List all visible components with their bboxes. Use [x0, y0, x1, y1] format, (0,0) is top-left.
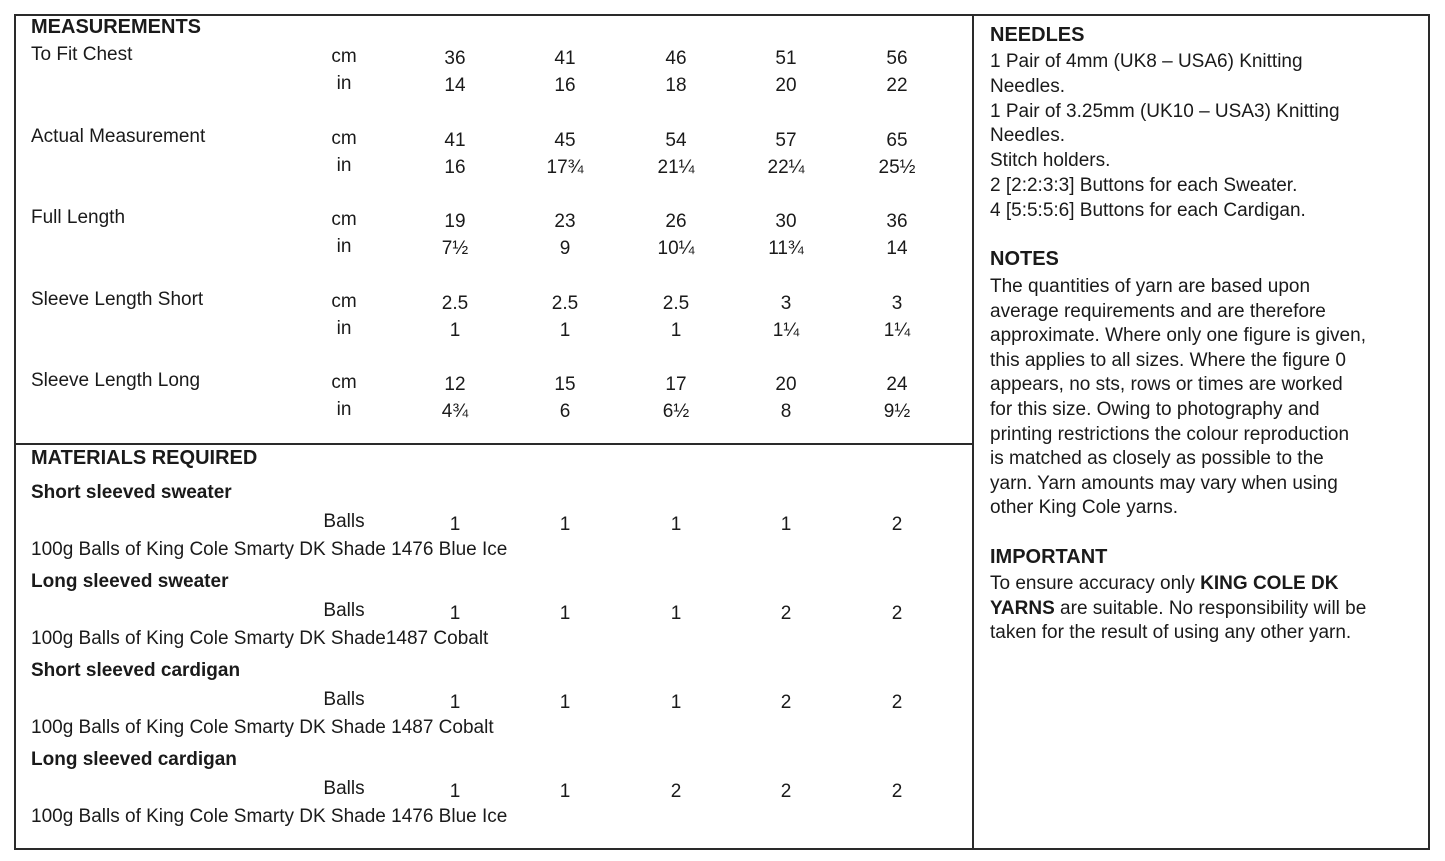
measurement-cm-value: 20 — [775, 374, 797, 395]
measurement-in-value: 9 — [559, 238, 571, 259]
material-item-title: Long sleeved cardigan — [31, 749, 237, 770]
needles-line: 1 Pair of 4mm (UK8 – USA6) Knitting — [990, 51, 1303, 72]
balls-value: 2 — [891, 781, 903, 802]
measurement-cm-value: 51 — [775, 48, 797, 69]
measurement-cm-value: 36 — [886, 211, 908, 232]
important-heading: IMPORTANT — [990, 546, 1108, 568]
balls-value: 1 — [449, 603, 461, 624]
unit-in: in — [336, 155, 352, 176]
needles-line: Needles. — [990, 125, 1065, 147]
important-emphasis: KING COLE DK — [1200, 573, 1339, 594]
measurement-in-value: 25½ — [878, 157, 916, 178]
material-item-description: 100g Balls of King Cole Smarty DK Shade 1487 Cobalt — [31, 717, 494, 738]
measurement-in-value: 16 — [554, 75, 576, 96]
unit-in: in — [336, 236, 352, 257]
measurement-in-value: 9½ — [883, 401, 911, 422]
balls-value: 2 — [891, 514, 903, 535]
important-text: To ensure accuracy only — [990, 573, 1201, 594]
measurement-in-value: 4¾ — [441, 401, 469, 422]
measurement-in-value: 1 — [670, 320, 682, 341]
measurement-cm-value: 45 — [554, 130, 576, 151]
material-item-title: Short sleeved sweater — [31, 482, 232, 503]
measurement-cm-value: 2.5 — [662, 293, 690, 314]
balls-value: 2 — [891, 692, 903, 713]
measurement-in-value: 22 — [886, 75, 908, 96]
balls-value: 1 — [670, 603, 682, 624]
notes-heading: NOTES — [990, 248, 1059, 270]
measurement-in-value: 8 — [780, 401, 792, 422]
measurement-in-value: 14 — [444, 75, 466, 96]
notes-line: yarn. Yarn amounts may vary when using — [990, 472, 1338, 494]
measurement-cm-value: 65 — [886, 130, 908, 151]
measurement-in-value: 20 — [775, 75, 797, 96]
balls-value: 1 — [670, 692, 682, 713]
measurement-cm-value: 30 — [775, 211, 797, 232]
measurement-cm-value: 54 — [665, 130, 687, 151]
needles-line: 1 Pair of 3.25mm (UK10 – USA3) Knitting — [990, 100, 1340, 122]
notes-line: this applies to all sizes. Where the figure 0 — [990, 349, 1346, 371]
unit-cm: cm — [331, 372, 357, 393]
balls-value: 1 — [559, 603, 571, 624]
unit-in: in — [336, 399, 352, 420]
balls-label: Balls — [323, 511, 365, 532]
notes-line: for this size. Owing to photography and — [990, 399, 1320, 420]
measurement-label: Sleeve Length Long — [31, 370, 201, 391]
unit-cm: cm — [331, 291, 357, 312]
important-emphasis: YARNS — [990, 598, 1055, 619]
balls-value: 1 — [780, 514, 792, 535]
measurement-cm-value: 41 — [444, 130, 466, 151]
notes-line: other King Cole yarns. — [990, 497, 1178, 519]
unit-cm: cm — [331, 46, 357, 67]
measurement-in-value: 6 — [559, 401, 571, 422]
material-item-description: 100g Balls of King Cole Smarty DK Shade 1476 Blue Ice — [31, 806, 508, 827]
needles-line: 4 [5:5:5:6] Buttons for each Cardigan. — [990, 199, 1306, 221]
measurement-cm-value: 57 — [775, 130, 797, 151]
notes-line: appears, no sts, rows or times are worked — [990, 374, 1343, 396]
measurement-in-value: 6½ — [662, 401, 690, 422]
material-item-description: 100g Balls of King Cole Smarty DK Shade 1476 Blue Ice — [31, 539, 508, 560]
measurement-cm-value: 41 — [554, 48, 576, 69]
measurement-cm-value: 3 — [780, 293, 792, 314]
measurement-label: To Fit Chest — [31, 44, 133, 65]
measurement-in-value: 17¾ — [546, 157, 584, 178]
measurement-in-value: 22¼ — [767, 157, 805, 178]
needles-line: Stitch holders. — [990, 150, 1111, 172]
measurement-in-value: 18 — [665, 75, 687, 96]
balls-label: Balls — [323, 689, 365, 710]
measurement-cm-value: 15 — [554, 374, 576, 395]
notes-line: The quantities of yarn are based upon — [990, 276, 1311, 297]
balls-value: 1 — [670, 514, 682, 535]
section-divider — [14, 443, 974, 445]
balls-value: 1 — [449, 781, 461, 802]
measurement-cm-value: 2.5 — [441, 293, 469, 314]
measurement-label: Full Length — [31, 207, 126, 228]
measurements-heading: MEASUREMENTS — [31, 16, 202, 38]
balls-value: 2 — [780, 781, 792, 802]
unit-cm: cm — [331, 209, 357, 230]
measurement-in-value: 1¼ — [772, 320, 800, 341]
unit-cm: cm — [331, 128, 357, 149]
notes-line: approximate. Where only one figure is given, — [990, 325, 1366, 347]
measurement-cm-value: 36 — [444, 48, 466, 69]
measurement-in-value: 11¾ — [768, 238, 804, 259]
measurement-cm-value: 12 — [444, 374, 466, 395]
balls-value: 1 — [559, 781, 571, 802]
measurement-cm-value: 17 — [665, 374, 687, 395]
unit-in: in — [336, 73, 352, 94]
measurement-cm-value: 46 — [665, 48, 687, 69]
balls-value: 2 — [780, 692, 792, 713]
material-item-title: Long sleeved sweater — [31, 571, 229, 592]
balls-label: Balls — [323, 600, 365, 621]
balls-value: 2 — [670, 781, 682, 802]
measurement-cm-value: 2.5 — [551, 293, 579, 314]
needles-line: Needles. — [990, 75, 1065, 97]
notes-line: average requirements and are therefore — [990, 300, 1326, 322]
balls-label: Balls — [323, 778, 365, 799]
measurement-in-value: 7½ — [441, 238, 469, 259]
balls-value: 1 — [449, 514, 461, 535]
balls-value: 1 — [449, 692, 461, 713]
important-line-3: taken for the result of using any other yarn. — [990, 622, 1352, 643]
measurement-cm-value: 23 — [554, 211, 576, 232]
notes-line: printing restrictions the colour reproduction — [990, 423, 1350, 445]
measurement-cm-value: 24 — [886, 374, 908, 395]
measurement-label: Actual Measurement — [31, 126, 206, 147]
measurement-in-value: 1¼ — [883, 320, 911, 341]
notes-line: is matched as closely as possible to the — [990, 448, 1324, 470]
measurement-cm-value: 26 — [665, 211, 687, 232]
measurement-cm-value: 56 — [886, 48, 908, 69]
important-line-1 — [990, 573, 1338, 595]
materials-heading: MATERIALS REQUIRED — [31, 447, 258, 469]
balls-value: 1 — [559, 692, 571, 713]
measurement-in-value: 16 — [444, 157, 466, 178]
measurement-label: Sleeve Length Short — [31, 289, 204, 310]
material-item-description: 100g Balls of King Cole Smarty DK Shade1487 Cobalt — [31, 628, 489, 649]
needles-heading: NEEDLES — [990, 24, 1085, 46]
balls-value: 2 — [891, 603, 903, 624]
measurement-in-value: 14 — [886, 238, 908, 259]
unit-in: in — [336, 318, 352, 339]
measurement-cm-value: 19 — [444, 211, 466, 232]
needles-line: 2 [2:2:3:3] Buttons for each Sweater. — [990, 175, 1298, 196]
important-text: are suitable. No responsibility will be — [1054, 598, 1367, 619]
material-item-title: Short sleeved cardigan — [31, 660, 241, 681]
measurement-in-value: 21¼ — [657, 157, 695, 178]
measurement-in-value: 10¼ — [657, 238, 695, 259]
measurement-cm-value: 3 — [891, 293, 903, 314]
balls-value: 1 — [559, 514, 571, 535]
column-divider — [972, 14, 974, 850]
measurement-in-value: 1 — [559, 320, 571, 341]
important-line-2 — [990, 598, 1366, 620]
balls-value: 2 — [780, 603, 792, 624]
measurement-in-value: 1 — [449, 320, 461, 341]
